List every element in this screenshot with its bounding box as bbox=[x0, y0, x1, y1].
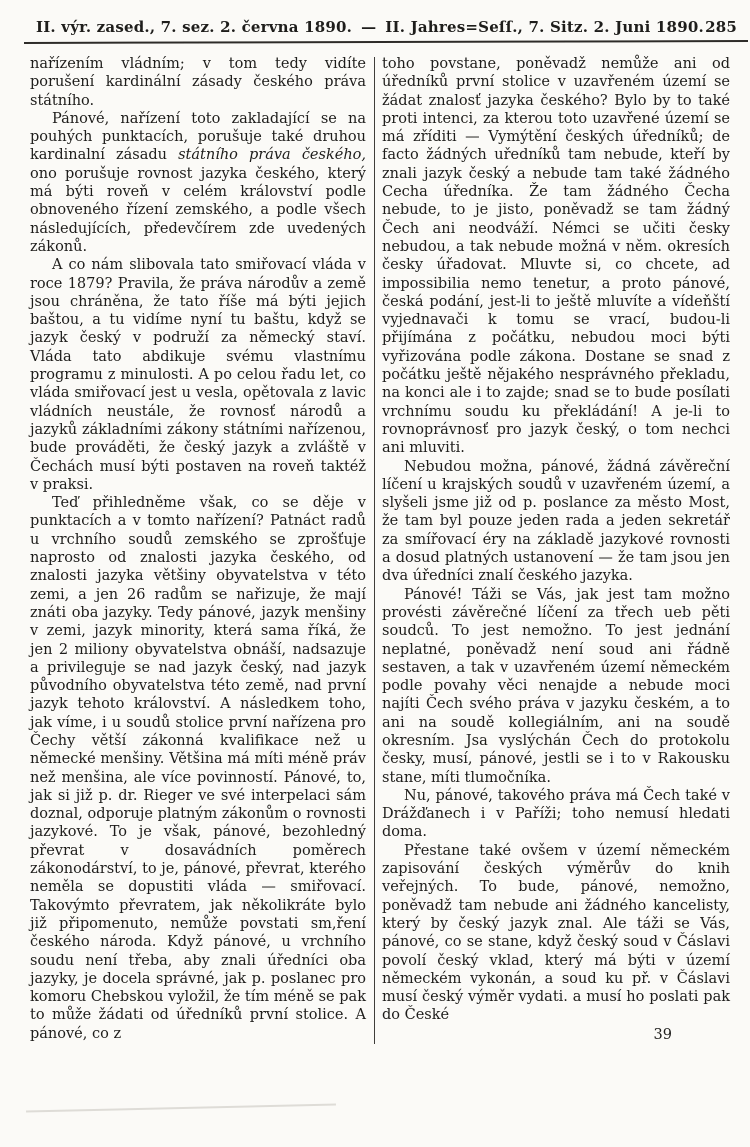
running-header bbox=[0, 0, 750, 36]
page-number: 285 bbox=[705, 18, 737, 36]
text-run: A co nám slibovala tato smiřovací vláda v roce 1879? Pravila, že práva národův a země jsou chráněna, že tato říše má býti jejich baštou, a tu vidíme nyní tu baštu, když se jazyk český v podruží za německý staví. Vláda tato abdikuje svému vlastnímu programu z minulosti. A po celou řadu let, co vláda smiřovací jest u vesla, opětovala z lavic vládních neustále, že rovnosť národů a jazyků základními zákony státními nařízenou, bude prováděti, že český jazyk a zvláště v Čechách musí býti postaven na roveň taktéž v praksi. bbox=[30, 257, 366, 493]
italic-text: státního práva českého, bbox=[178, 147, 367, 164]
header-dash: — bbox=[361, 18, 377, 36]
paragraph bbox=[30, 55, 366, 110]
text-body bbox=[0, 43, 750, 1044]
signature-number: 39 bbox=[653, 1026, 672, 1043]
text-run: Nebudou možna, pánové, žádná závěreční líčení u krajských soudů v uzavřeném území, a slyšeli jsme již od p. poslance za město Most, že tam byl pouze jeden rada a jeden sekretář za smířovací éry na základě jazykové rovnosti a dosud platných ustanovení — že tam jsou jen dva úředníci znalí českého jazyka. bbox=[382, 458, 730, 585]
paragraph bbox=[382, 787, 730, 842]
scan-artifact bbox=[26, 1103, 336, 1112]
paragraph bbox=[30, 256, 366, 494]
text-column-left bbox=[30, 55, 366, 1044]
text-run: ono porušuje rovnost jazyka českého, který má býti roveň v celém království podle obnoveného řízení zemského, a podle všech následujících, předevčírem zde uvedených zákonů. bbox=[30, 165, 366, 255]
text-run: Teď přihledněme však, co se děje v punktacích a v tomto nařízení? Patnáct radů u vrchního soudů zemského se zprošťuje naprosto od znalosti jazyka českého, od znalosti jazyka většiny obyvatelstva v této zemi, a jen 26 radům se nařizuje, že mají znáti oba jazyky. Tedy pánové, jazyk menšiny v zemi, jazyk minority, která sama říká, že jen 2 miliony obyvatelstva obnáší, nadsazuje a privileguje se nad jazyk český, nad jazyk původního obyvatelstva této země, nad první jazyk tehoto království. A následkem toho, jak víme, i u soudů stolice první nařízena pro Čechy větší zákonná kvalifikace než u německé menšiny. Většina má míti méně práv než menšina, ale více povinností. Pánové, to, jak si již p. dr. Rieger ve své interpelaci sám doznal, odporuje platným zákonům o rovnosti jazykové. To je však, pánové, bezohledný převrat v dosavádních poměrech zákonodárství, to je, pánové, převrat, kterého neměla se dopustiti vláda — smiřovací. Takovýmto převratem, jak několikráte bylo již připomenuto, nemůže povstati sm,ření českého národa. Když pánové, u vrchního soudu není třeba, aby znali úředníci oba jazyky, je docela správné, jak p. poslanec pro komoru Chebskou vyložil, že tím méně se pak to může žádati od úředníků první stolice. A pánové, co z bbox=[30, 495, 366, 1042]
column-divider bbox=[374, 57, 375, 1044]
header-session-czech: II. výr. zased., 7. sez. 2. června 1890. bbox=[36, 18, 353, 36]
text-column-right bbox=[382, 55, 730, 1044]
text-run: toho povstane, poněvadž nemůže ani od úředníků první stolice v uzavřeném území se žádat znalosť jazyka českého? Bylo by to také proti intenci, za kterou toto uzavřené území se má zříditi — Vymýtění českých úředníků; de facto žádných uředníků tam nebude, kteří by znali jazyk český a nebude tam také žádného Cecha úředníka. Že tam žádného Čecha nebude, to je jisto, poněvadž se tam žádný Čech ani neodváží. Némci se učiti česky nebudou, a tak nebude možná v něm. okresích česky úřadovat. Mluvte si, co chcete, ad impossibilia nemo tenetur, a proto pánové, česká podání, jest-li to ještě mluvíte a vídeňští vyjednavači k tomu se vrací, budou-li přijímána z počátku, nebudou moci býti vyřizována podle zákona. Dostane se snad z počátku ještě nějakého nesprávného překladu, na konci ale i to zajde; snad se to bude posílati vrchnímu soudu ku překládání! A je-li to rovnoprávnosť pro jazyk český, o tom nechci ani mluviti. bbox=[382, 56, 730, 457]
text-run: nařízením vládním; v tom tedy vidíte porušení kardinální zásady českého práva státního. bbox=[30, 56, 366, 109]
paragraph bbox=[382, 586, 730, 787]
paragraph bbox=[382, 842, 730, 1025]
text-run: Pánové! Táži se Vás, jak jest tam možno provésti závěrečné líčení za třech ueb pěti soudců. To jest nemožno. To jest jednání neplatné, poněvadž není soud ani řádně sestaven, a tak v uzavřeném území německém podle povahy věci nenajde a nebude moci najíti Čech svého práva v jazyku českém, a to ani na soudě kollegiálním, ani na soudě okresním. Jsa vyslýchán Čech do protokolu česky, musí, pánové, jestli se i to v Rakousku stane, míti tlumočníka. bbox=[382, 586, 730, 786]
text-run: Nu, pánové, takového práva má Čech také v Drážďanech i v Paříži; toho nemusí hledati doma. bbox=[382, 787, 730, 841]
paragraph bbox=[30, 494, 366, 1043]
text-run: Pánové, nařízení toto zakladající se na pouhých punktacích, porušuje také druhou kardinalní zásadu bbox=[30, 110, 366, 164]
header-session-german: II. Jahres=Seſſ., 7. Sitz. 2. Juni 1890. bbox=[385, 18, 704, 36]
paragraph bbox=[382, 458, 730, 586]
paragraph bbox=[382, 55, 730, 458]
text-run: Přestane také ovšem v území německém zapisování českých výměrův do knih veřejných. To bude, pánové, nemožno, poněvadž tam nebude ani žádného kancelisty, který by český jazyk znal. Ale táži se Vás, pánové, co se stane, když český soud v Čáslavi povolí český vklad, který má býti v území německém vykonán, a soud ku př. v Čáslavi musí český výměr vydati. a musí ho poslati pak do České bbox=[382, 842, 730, 1024]
paragraph bbox=[30, 110, 366, 256]
